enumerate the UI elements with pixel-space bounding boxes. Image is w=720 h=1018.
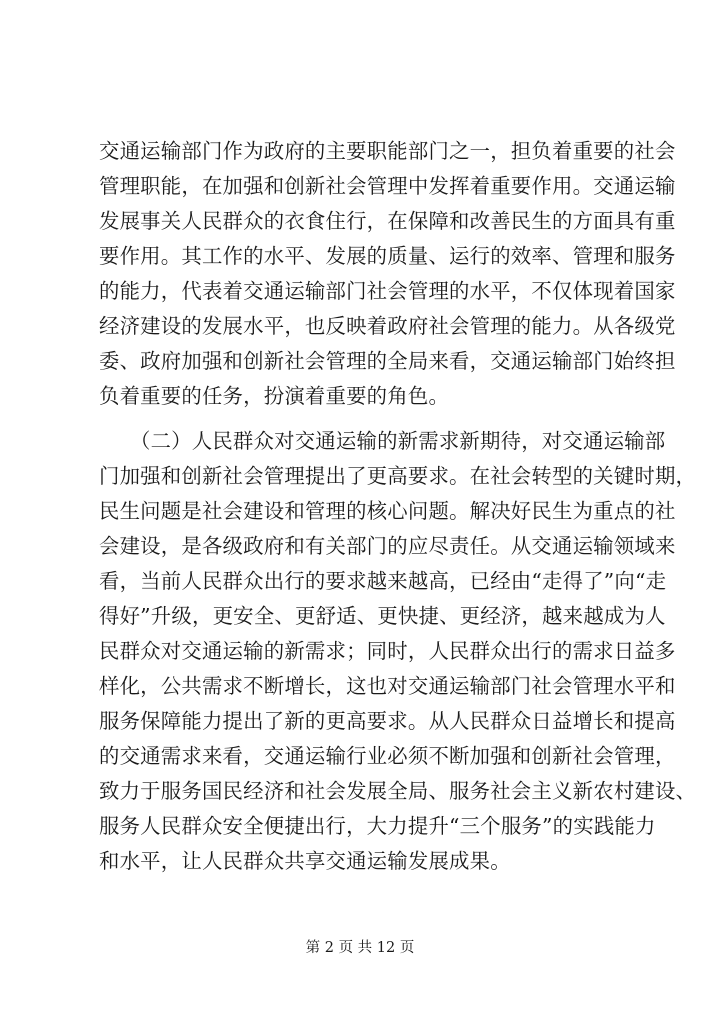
- paragraph-line: 交通运输部门作为政府的主要职能部门之一，担负着重要的社会: [99, 139, 676, 163]
- paragraph-line: 的能力，代表着交通运输部门社会管理的水平，不仅体现着国家: [99, 279, 676, 303]
- paragraph-line: 和水平，让人民群众共享交通运输发展成果。: [99, 849, 511, 873]
- paragraph-line: 的交通需求来看，交通运输行业必须不断加强和创新社会管理，: [99, 744, 676, 768]
- paragraph-line: 发展事关人民群众的衣食住行，在保障和改善民生的方面具有重: [99, 209, 676, 233]
- paragraph-line: 看，当前人民群众出行的要求越来越高，已经由“走得了”向“走: [99, 569, 667, 593]
- paragraph-line: 致力于服务国民经济和社会发展全局、服务社会主义新农村建设、: [99, 779, 697, 803]
- page-number-footer: 第 2 页 共 12 页: [305, 940, 415, 956]
- paragraph-line: 服务保障能力提出了新的更高要求。从人民群众日益增长和提高: [99, 709, 676, 733]
- paragraph-line: 委、政府加强和创新社会管理的全局来看，交通运输部门始终担: [99, 349, 676, 373]
- paragraph-line: 会建设，是各级政府和有关部门的应尽责任。从交通运输领域来: [99, 534, 676, 558]
- paragraph-line: 负着重要的任务，扮演着重要的角色。: [99, 384, 450, 408]
- paragraph-line: 服务人民群众安全便捷出行，大力提升“三个服务”的实践能力: [99, 814, 656, 838]
- paragraph-line: 经济建设的发展水平，也反映着政府社会管理的能力。从各级党: [99, 314, 676, 338]
- paragraph-line: 要作用。其工作的水平、发展的质量、运行的效率、管理和服务: [99, 244, 676, 268]
- paragraph-line: （二）人民群众对交通运输的新需求新期待，对交通运输部: [99, 429, 666, 453]
- paragraph-line: 管理职能，在加强和创新社会管理中发挥着重要作用。交通运输: [99, 174, 676, 198]
- paragraph-line: 得好”升级，更安全、更舒适、更快捷、更经济，越来越成为人: [99, 604, 666, 628]
- paragraph-line: 样化，公共需求不断增长，这也对交通运输部门社会管理水平和: [99, 674, 676, 698]
- paragraph-line: 民生问题是社会建设和管理的核心问题。解决好民生为重点的社: [99, 499, 676, 523]
- paragraph-line: 民群众对交通运输的新需求；同时，人民群众出行的需求日益多: [99, 639, 676, 663]
- paragraph-line: 门加强和创新社会管理提出了更高要求。在社会转型的关键时期，: [99, 464, 697, 488]
